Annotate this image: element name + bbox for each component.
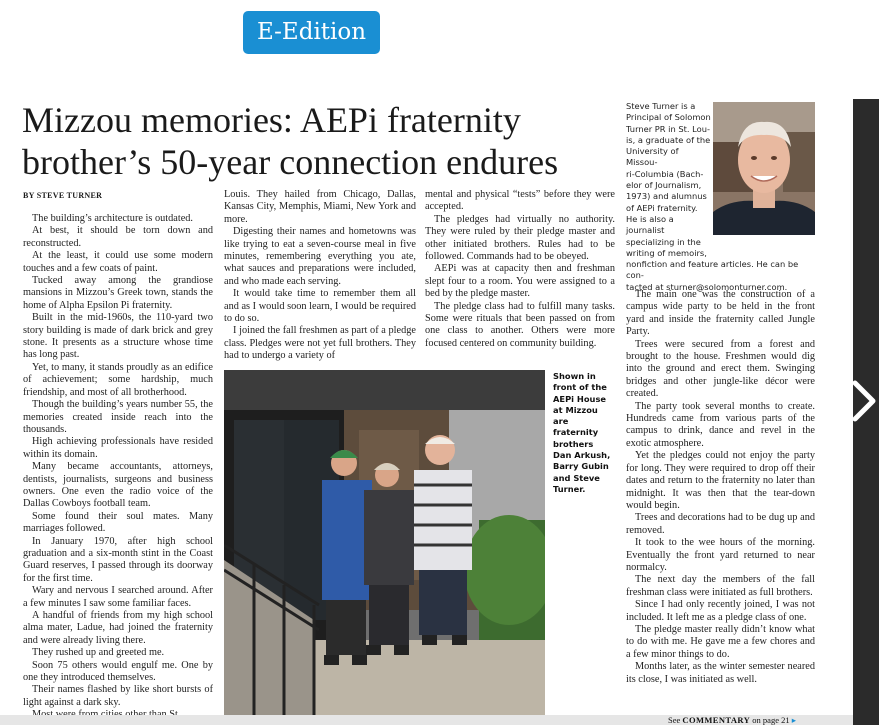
bio-line: 1973) and alumnus xyxy=(626,191,707,202)
paragraph: A handful of friends from my high school alma mater, Ladue, had joined the fraternity and were already living there. xyxy=(23,610,213,646)
paragraph: The main one was the construction of a campus wide party to be held in the front yard and inside the fraternity called Jungle Party. xyxy=(626,289,815,338)
paragraph: mental and physical “tests” before they were accepted. xyxy=(425,189,615,213)
e-edition-badge[interactable]: E-Edition xyxy=(243,11,380,54)
play-triangle-icon: ▸ xyxy=(791,715,796,725)
bio-line: tacted at sturner@solomonturner.com. xyxy=(626,281,788,292)
paragraph: At best, it should be torn down and reconstructed. xyxy=(23,225,213,249)
article-column-3 xyxy=(425,189,615,350)
paragraph: Trees and decorations had to be dug up and removed. xyxy=(626,512,815,536)
bio-line: writing of memoirs, xyxy=(626,247,707,258)
paragraph: Trees were secured from a forest and brought to the house. Freshmen would dig into the ground and erect them. Swinging bridges and other jungle-like décor were created. xyxy=(626,338,815,400)
paragraph: Digesting their names and hometowns was like trying to eat a seven-course meal in five minutes, remembering everything you ate, what sauces and preparations were included, and who made each serving. xyxy=(224,226,416,287)
bio-line: Steve Turner is a xyxy=(626,101,696,111)
paragraph: AEPi was at capacity then and freshman slept four to a room. You were assigned to a bed by the pledge master. xyxy=(425,263,615,300)
bio-line: nonfiction and feature articles. He can be con- xyxy=(626,259,799,281)
paragraph: It took to the wee hours of the morning. Eventually the front yard returned to near normalcy. xyxy=(626,537,815,573)
paragraph: Some found their soul mates. Many marriages followed. xyxy=(23,510,213,535)
paragraph: Wary and nervous I searched around. After a few minutes I saw some familiar faces. xyxy=(23,585,213,609)
fraternity-photo xyxy=(224,370,545,725)
paragraph: Tucked away among the grandiose mansions in Mizzou’s Greek town, stands the home of Alpha Epsilon Pi fraternity. xyxy=(23,275,213,311)
paragraph: It would take time to remember them all and as I would soon learn, I would be required to do so. xyxy=(224,288,416,325)
bio-line: specializing in the xyxy=(626,236,701,247)
jump-see: See xyxy=(668,715,681,725)
bio-line: of AEPi fraternity. xyxy=(626,202,698,213)
paragraph: High achieving professionals have resided within its domain. xyxy=(23,436,213,460)
jump-section: COMMENTARY xyxy=(682,715,751,725)
author-portrait xyxy=(713,102,815,235)
bio-line: He is also a journalist xyxy=(626,213,674,236)
paragraph: Many became accountants, attorneys, dentists, journalists, surgeons and business owners. One even the radio voice of the Dallas Cowboys football team. xyxy=(23,461,213,510)
paragraph: Yet, to many, it stands proudly as an edifice of achievement; some hardship, much friendship, and most of all brotherhood. xyxy=(23,361,213,398)
paragraph: I joined the fall freshmen as part of a pledge class. Pledges were not yet full brothers. They had to undergo a variety of xyxy=(224,325,416,362)
paragraph: Louis. They hailed from Chicago, Dallas, Kansas City, Memphis, Miami, New York and more. xyxy=(224,189,416,225)
paragraph: The next day the members of the fall freshman class were initiated as full brothers. xyxy=(626,574,815,598)
paragraph: Built in the mid-1960s, the 110-yard two story building is made of dark brick and grey stone. It presents as a structure whose time has long past. xyxy=(23,312,213,361)
chevron-right-icon xyxy=(849,378,879,424)
paragraph: In January 1970, after high school graduation and a six-month stint in the Coast Guard reserves, I passed through its doorway for the first time. xyxy=(23,535,213,584)
paragraph: They rushed up and greeted me. xyxy=(32,647,165,659)
paragraph: At the least, it could use some modern touches and a few coats of paint. xyxy=(23,250,213,274)
article-headline: Mizzou memories: AEPi fraternity brother’s 50-year connection endures xyxy=(22,100,559,182)
bio-wide-block xyxy=(626,259,815,293)
paragraph: Though the building’s years number 55, the memories created inside reach into the thousands. xyxy=(23,399,213,435)
bio-line: University of Missou- xyxy=(626,146,679,168)
jump-page: on page 21 xyxy=(752,715,790,725)
paragraph: The pledge master really didn’t know what to do with me. He gave me a few chores and a few minor things to do. xyxy=(626,623,815,660)
paragraph: Months later, as the winter semester neared its close, I was initiated as well. xyxy=(626,661,815,685)
photo-caption: Shown in front of the AEPi House at Mizzou are fraternity brothers Dan Arkush, Barry Gubin and Steve Turner. xyxy=(553,371,611,494)
bio-line: Turner PR in St. Lou- xyxy=(626,123,710,134)
article-column-2 xyxy=(224,189,416,363)
next-page-button[interactable] xyxy=(849,378,879,424)
continuation-link[interactable] xyxy=(668,715,796,725)
paragraph: The building’s architecture is outdated. xyxy=(32,213,193,224)
paragraph: Their names flashed by like short bursts of light against a dark sky. xyxy=(23,684,213,708)
bio-line: Principal of Solomon xyxy=(626,112,711,123)
bio-line: is, a graduate of the xyxy=(626,134,711,145)
bio-line: ri-Columbia (Bach- xyxy=(626,168,704,179)
paragraph: Yet the pledges could not enjoy the party for long. They were required to drop off their dates and return to the fraternity no later than midnight. It was then that the tear-down would begin. xyxy=(626,450,815,511)
paragraph: Since I had only recently joined, I was not included. It left me as a pledge class of one. xyxy=(626,599,815,623)
bio-line: elor of Journalism, xyxy=(626,180,702,191)
paragraph: Soon 75 others would engulf me. One by one they introduced themselves. xyxy=(23,659,213,684)
article-column-1 xyxy=(23,213,213,725)
paragraph: The pledge class had to fulfill many tasks. Some were rituals that been passed on from one class to another. Others were more focused centered on community building. xyxy=(425,300,615,349)
article-column-4 xyxy=(626,289,815,686)
paragraph: The party took several months to create. Hundreds came from various parts of the campus to drink, dance and revel in the exotic atmosphere. xyxy=(626,400,815,449)
bio-narrow-block xyxy=(626,101,711,259)
paragraph: The pledges had virtually no authority. They were ruled by their pledge master and other initiated brothers. Rules had to be followed. Commands had to be obeyed. xyxy=(425,213,615,263)
byline: BY STEVE TURNER xyxy=(23,191,103,200)
